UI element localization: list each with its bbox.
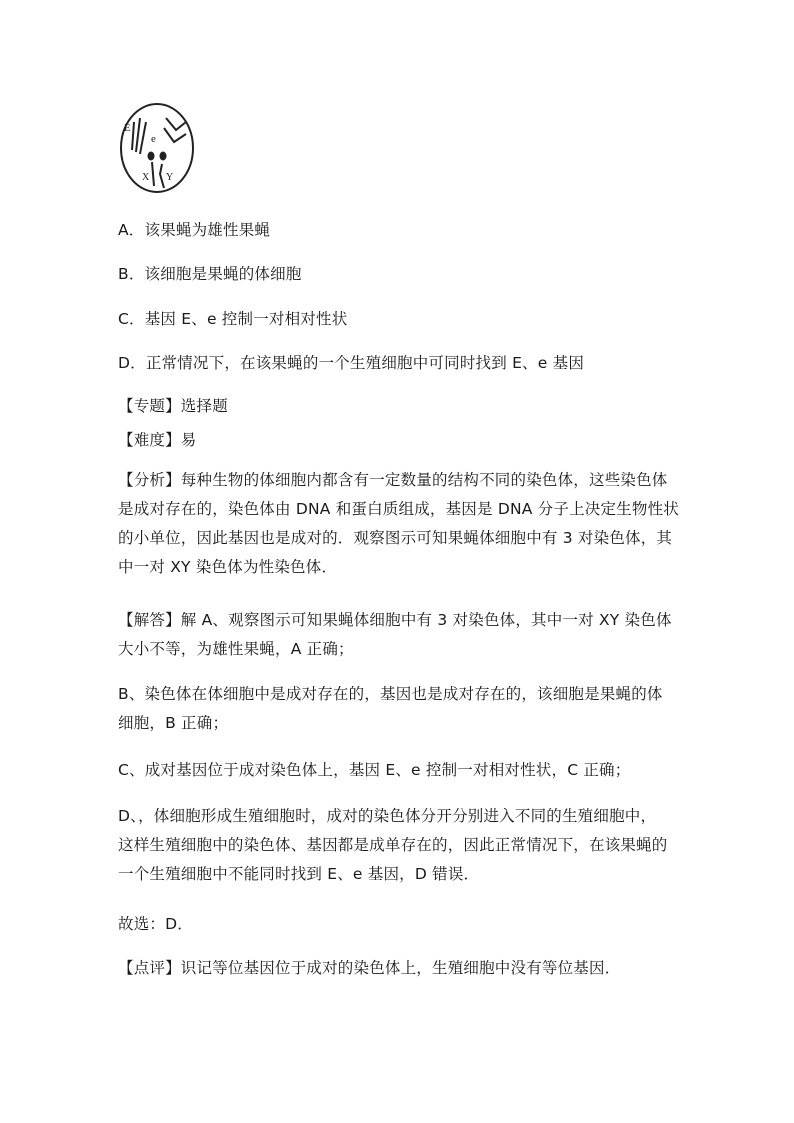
solution-c-paragraph (118, 756, 678, 785)
solution-d-line: 这样生殖细胞中的染色体、基因都是成单存在的，因此正常情况下，在该果蝇的 (118, 836, 668, 854)
option-c: C．基因 E、e 控制一对相对性状 (118, 310, 348, 328)
label-Y: Y (166, 172, 174, 183)
fruit-fly-cell-diagram (118, 100, 196, 196)
option-b: B．该细胞是果蝇的体细胞 (118, 265, 302, 283)
label-E: E (124, 122, 131, 134)
topic-tag: 【专题】选择题 (118, 397, 228, 415)
label-X: X (142, 172, 150, 183)
analysis-line: 中一对 XY 染色体为性染色体． (118, 558, 338, 576)
chromosome-left-1 (132, 122, 134, 150)
solution-a-line: 【解答】解 A、观察图示可知果蝇体细胞中有 3 对染色体，其中一对 XY 染色体 (118, 611, 672, 629)
analysis-line: 是成对存在的，染色体由 DNA 和蛋白质组成，基因是 DNA 分子上决定生物性状 (118, 500, 679, 518)
analysis-line: 的小单位，因此基因也是成对的．观察图示可知果蝇体细胞中有 3 对染色体，其 (118, 529, 673, 547)
chromosome-left-3 (140, 122, 146, 154)
label-e: e (151, 133, 156, 145)
chromosome-y (160, 164, 164, 188)
answer-line: 故选：D． (118, 915, 193, 933)
solution-a-paragraph (118, 606, 678, 664)
option-a: A．该果蝇为雄性果蝇 (118, 221, 271, 239)
solution-b-paragraph (118, 680, 678, 738)
dot-chromosome-1 (148, 152, 155, 161)
solution-c-line: C、成对基因位于成对染色体上，基因 E、e 控制一对相对性状，C 正确； (118, 761, 631, 779)
solution-d-line: D、，体细胞形成生殖细胞时，成对的染色体分开分别进入不同的生殖细胞中， (118, 807, 657, 825)
chromosome-right-v1 (166, 118, 186, 130)
comment-line: 【点评】识记等位基因位于成对的染色体上，生殖细胞中没有等位基因． (118, 959, 621, 977)
chromosome-left-2 (136, 118, 140, 152)
solution-b-line: 细胞，B 正确； (118, 714, 229, 732)
solution-b-line: B、染色体在体细胞中是成对存在的，基因也是成对存在的，该细胞是果蝇的体 (118, 685, 663, 703)
difficulty-tag: 【难度】易 (118, 431, 197, 449)
chromosome-x (152, 162, 154, 186)
solution-d-paragraph (118, 802, 678, 889)
chromosome-figure (118, 100, 196, 196)
solution-a-line: 大小不等，为雄性果蝇，A 正确； (118, 640, 354, 658)
dot-chromosome-2 (160, 152, 167, 161)
option-d: D．正常情况下，在该果蝇的一个生殖细胞中可同时找到 E、e 基因 (118, 354, 585, 372)
analysis-line: 【分析】每种生物的体细胞内都含有一定数量的结构不同的染色体，这些染色体 (118, 471, 668, 489)
solution-d-line: 一个生殖细胞中不能同时找到 E、e 基因，D 错误． (118, 865, 480, 883)
analysis-paragraph (118, 466, 678, 582)
